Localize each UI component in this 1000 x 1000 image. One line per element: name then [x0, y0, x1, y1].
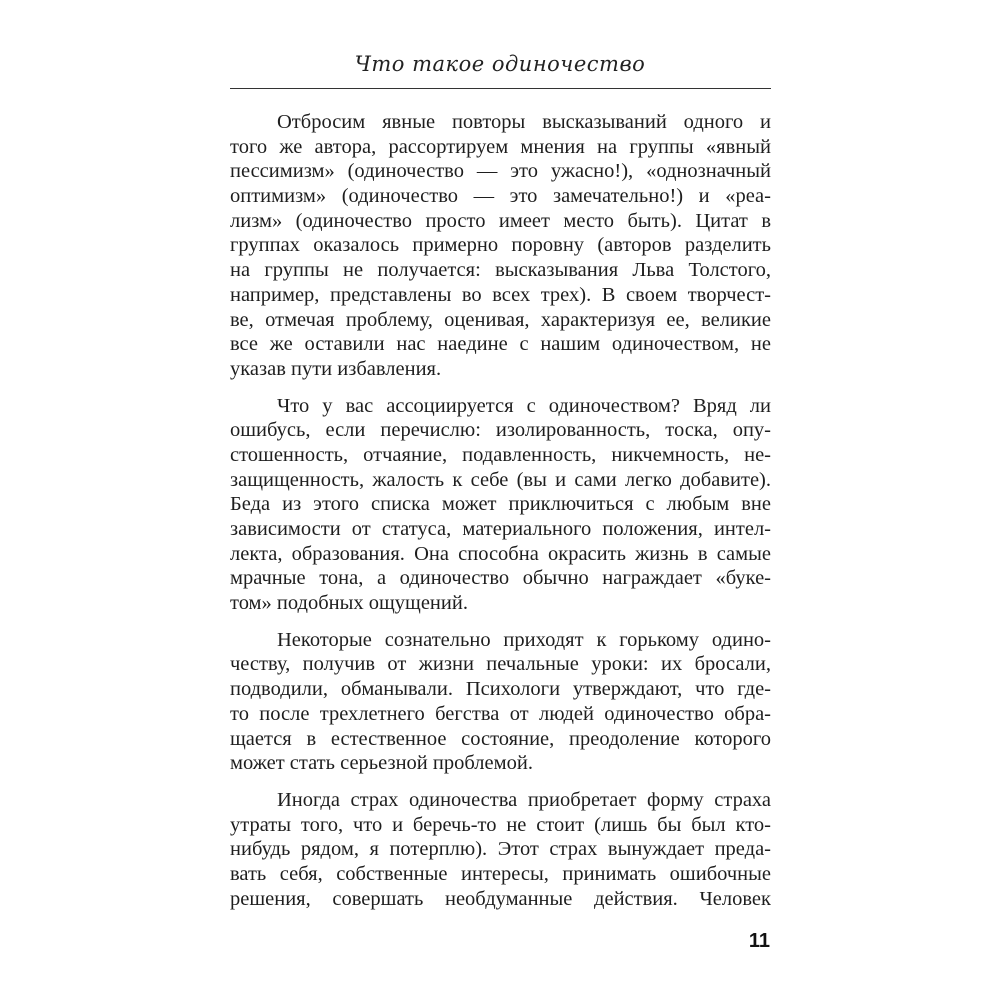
paragraph [230, 394, 771, 616]
text-line: Беда из этого списка может приключиться с любым вне [230, 493, 771, 516]
header-rule [230, 88, 771, 89]
text-line: подводили, обманывали. Психологи утверждают, что где- [230, 678, 771, 701]
text-line: того же автора, рассортируем мнения на группы «явный [230, 135, 771, 158]
text-line: может стать серьезной проблемой. [230, 752, 533, 775]
text-line: указав пути избавления. [230, 357, 442, 380]
text-line: защищенность, жалость к себе (вы и сами легко добавите). [230, 468, 771, 491]
text-line: стошенность, отчаяние, подавленность, никчемность, не- [230, 443, 771, 466]
text-line: ве, отмечая проблему, оценивая, характеризуя ее, великие [230, 308, 771, 331]
text-line: то после трехлетнего бегства от людей одиночество обра- [230, 702, 771, 725]
text-line: мрачные тона, а одиночество обычно награждает «буке- [230, 567, 771, 590]
text-line: утраты того, что и беречь-то не стоит (лишь бы был кто- [230, 813, 771, 836]
text-line: решения, совершать необдуманные действия. Человек [230, 887, 771, 910]
text-line: вать себя, собственные интересы, принимать ошибочные [230, 862, 771, 885]
text-line: лизм» (одиночество просто имеет место быть). Цитат в [230, 209, 771, 232]
text-line: лекта, образования. Она способна окрасить жизнь в самые [230, 542, 771, 565]
paragraph [230, 788, 771, 911]
text-line: все же оставили нас наедине с нашим одиночеством, не [230, 333, 771, 356]
text-line: Иногда страх одиночества приобретает форму страха [277, 788, 771, 811]
paragraph [230, 628, 771, 776]
text-line: Отбросим явные повторы высказываний одного и [277, 111, 771, 133]
page-number: 11 [748, 930, 770, 952]
text-line: например, представлены во всех трех). В своем творчест- [230, 283, 771, 306]
text-line: зависимости от статуса, материального положения, интел- [230, 518, 771, 540]
running-header: Что такое одиночество [354, 52, 646, 76]
text-line: ошибусь, если перечислю: изолированность, тоска, опу- [230, 419, 771, 442]
text-line: Некоторые сознательно приходят к горькому одино- [277, 628, 771, 651]
text-line: честву, получив от жизни печальные уроки: их бросали, [230, 653, 771, 676]
text-line: том» подобных ощущений. [230, 592, 468, 615]
text-line: пессимизм» (одиночество — это ужасно!), «однозначный [230, 160, 771, 183]
text-line: Что у вас ассоциируется с одиночеством? Вряд ли [277, 394, 771, 417]
text-line: щается в естественное состояние, преодоление которого [230, 727, 771, 750]
text-line: оптимизм» (одиночество — это замечательно!) и «реа- [230, 185, 771, 208]
text-line: нибудь рядом, я потерплю). Этот страх вынуждает преда- [230, 838, 771, 861]
text-line: на группы не получается: высказывания Льва Толстого, [230, 259, 771, 282]
paragraph [230, 110, 771, 382]
body-text [230, 110, 771, 911]
text-line: группах оказалось примерно поровну (авторов разделить [230, 234, 771, 257]
